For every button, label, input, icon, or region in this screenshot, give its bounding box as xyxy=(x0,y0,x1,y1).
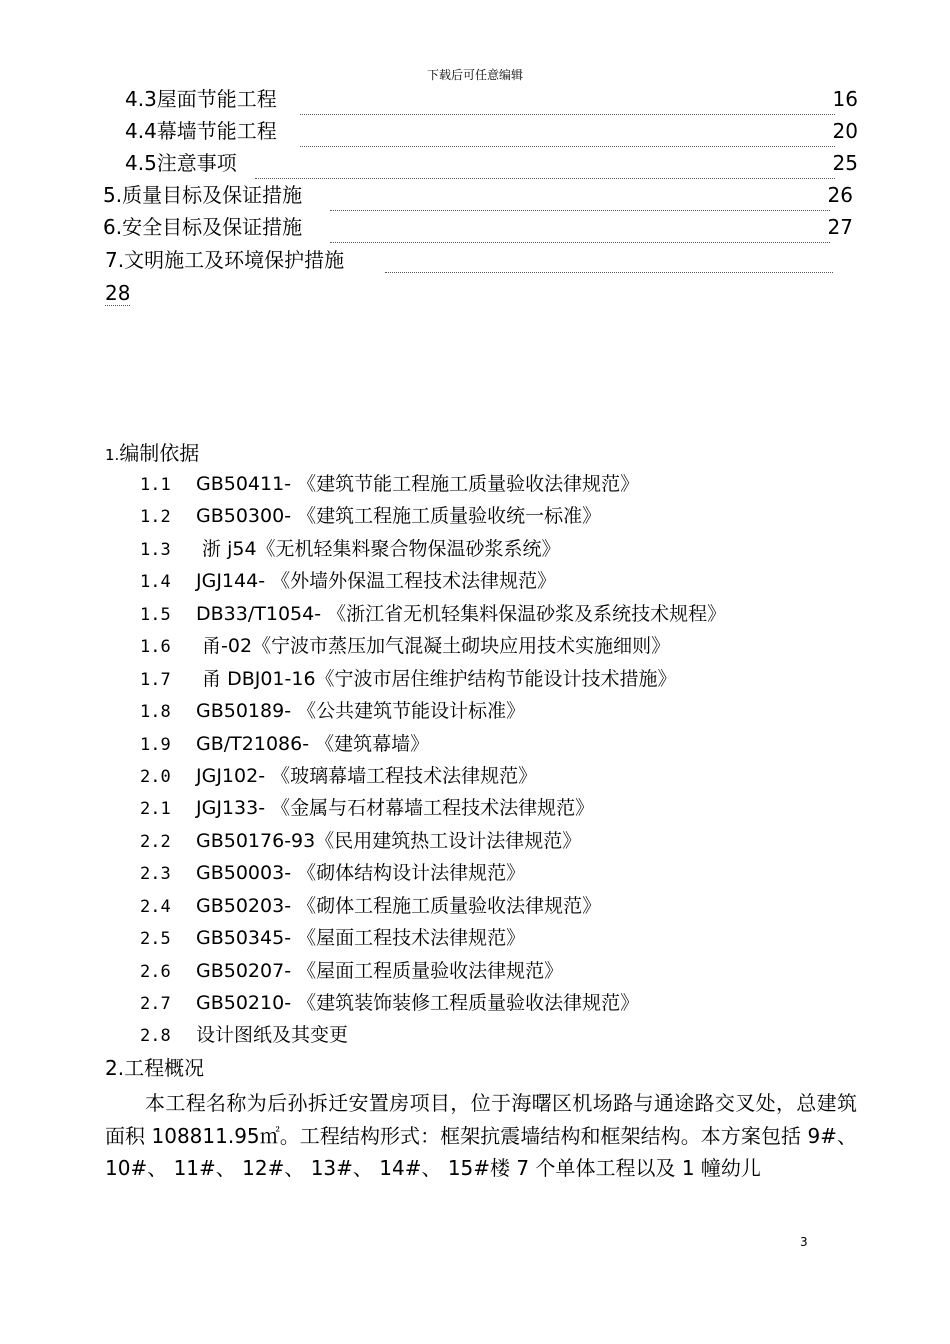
toc-item-label[interactable]: 5.质量目标及保证措施 xyxy=(103,183,303,207)
list-item xyxy=(140,698,525,725)
list-item xyxy=(140,1022,348,1049)
item-text: 设计图纸及其变更 xyxy=(196,1024,349,1046)
item-text: GB50345- 《屋面工程技术法律规范》 xyxy=(196,927,526,949)
toc-leader xyxy=(300,122,835,147)
item-index: 1.9 xyxy=(140,735,171,755)
list-item xyxy=(140,990,639,1017)
item-text: GB50300- 《建筑工程施工质量验收统一标准》 xyxy=(196,505,602,527)
item-text: 甬 DBJ01-16《宁波市居住维护结构节能设计技术措施》 xyxy=(196,668,677,690)
list-item xyxy=(140,860,525,887)
toc-item-label[interactable]: 4.4幕墙节能工程 xyxy=(125,119,277,143)
item-index: 1.4 xyxy=(140,572,171,592)
list-item xyxy=(140,633,670,660)
toc-item-page: 27 xyxy=(827,215,853,239)
toc-item-label[interactable]: 4.3屋面节能工程 xyxy=(125,87,277,111)
item-index: 1.1 xyxy=(140,475,171,495)
item-text: GB50207- 《屋面工程质量验收法律规范》 xyxy=(196,960,564,982)
item-index: 2.3 xyxy=(140,864,171,884)
list-item xyxy=(140,763,537,790)
item-text: GB50176-93《民用建筑热工设计法律规范》 xyxy=(196,830,582,852)
item-index: 1.2 xyxy=(140,507,171,527)
item-text: GB50411- 《建筑节能工程施工质量验收法律规范》 xyxy=(196,473,640,495)
item-index: 2.4 xyxy=(140,897,171,917)
toc-leader xyxy=(330,218,830,243)
item-index: 2.6 xyxy=(140,962,171,982)
list-item xyxy=(140,925,525,952)
page-number: 3 xyxy=(800,1235,808,1249)
toc-item-label[interactable]: 6.安全目标及保证措施 xyxy=(103,215,303,239)
toc-item-page xyxy=(105,281,130,305)
item-text: GB50203- 《砌体工程施工质量验收法律规范》 xyxy=(196,895,602,917)
item-index: 2.5 xyxy=(140,929,171,949)
item-text: DB33/T1054- 《浙江省无机轻集料保温砂浆及系统技术规程》 xyxy=(196,603,727,625)
list-item xyxy=(140,536,561,563)
list-item xyxy=(140,828,581,855)
list-item xyxy=(140,503,601,530)
item-text: JGJ102- 《玻璃幕墙工程技术法律规范》 xyxy=(196,765,538,787)
overview-paragraph xyxy=(105,1087,857,1185)
item-index: 2.1 xyxy=(140,799,171,819)
item-index: 2.7 xyxy=(140,994,171,1014)
toc-leader xyxy=(255,154,835,179)
item-text: 甬-02《宁波市蒸压加气混凝土砌块应用技术实施细则》 xyxy=(196,635,671,657)
section-heading xyxy=(105,440,199,468)
item-text: GB/T21086- 《建筑幕墙》 xyxy=(196,733,430,755)
item-index: 1.5 xyxy=(140,605,171,625)
toc-item-page: 20 xyxy=(832,119,858,143)
list-item xyxy=(140,795,594,822)
list-item xyxy=(140,601,726,628)
toc-page-value: 28 xyxy=(105,281,131,305)
list-item xyxy=(140,471,639,498)
toc-item-page: 25 xyxy=(832,151,858,175)
item-index: 2.2 xyxy=(140,832,171,852)
item-index: 2.8 xyxy=(140,1026,171,1046)
toc-item-label[interactable]: 7.文明施工及环境保护措施 xyxy=(105,248,345,272)
page-header: 下载后可任意编辑 xyxy=(426,68,523,82)
item-text: JGJ133- 《金属与石材幕墙工程技术法律规范》 xyxy=(196,797,595,819)
item-text: GB50003- 《砌体结构设计法律规范》 xyxy=(196,862,526,884)
section-title: 编制依据 xyxy=(119,441,200,465)
item-text: GB50210- 《建筑装饰装修工程质量验收法律规范》 xyxy=(196,992,640,1014)
item-text: GB50189- 《公共建筑节能设计标准》 xyxy=(196,700,526,722)
item-index: 2.0 xyxy=(140,767,171,787)
item-text: 浙 j54《无机轻集料聚合物保温砂浆系统》 xyxy=(196,538,561,560)
toc-leader xyxy=(385,248,833,273)
toc-item-page: 26 xyxy=(827,183,853,207)
list-item xyxy=(140,731,429,758)
list-item xyxy=(140,893,601,920)
item-index: 1.3 xyxy=(140,540,171,560)
item-index: 1.7 xyxy=(140,670,171,690)
toc-leader xyxy=(300,90,835,115)
section-heading: 2.工程概况 xyxy=(105,1056,205,1080)
toc-leader xyxy=(330,186,830,211)
toc-item-page: 16 xyxy=(832,87,858,111)
toc-item-label[interactable]: 4.5注意事项 xyxy=(125,151,237,175)
list-item xyxy=(140,958,563,985)
item-index: 1.6 xyxy=(140,637,171,657)
list-item xyxy=(140,666,677,693)
list-item xyxy=(140,568,556,595)
item-index: 1.8 xyxy=(140,702,171,722)
section-number: 1. xyxy=(105,446,120,464)
paragraph-text: 本工程名称为后孙拆迁安置房项目，位于海曙区机场路与通途路交叉处，总建筑面积 108811.95㎡。工程结构形式：框架抗震墙结构和框架结构。本方案包括 9#、 10#、 11#、 12#、 13#、 14#、 15#楼 7 个单体工程以及 1 幢幼儿 xyxy=(105,1091,857,1180)
item-text: JGJ144- 《外墙外保温工程技术法律规范》 xyxy=(196,570,557,592)
